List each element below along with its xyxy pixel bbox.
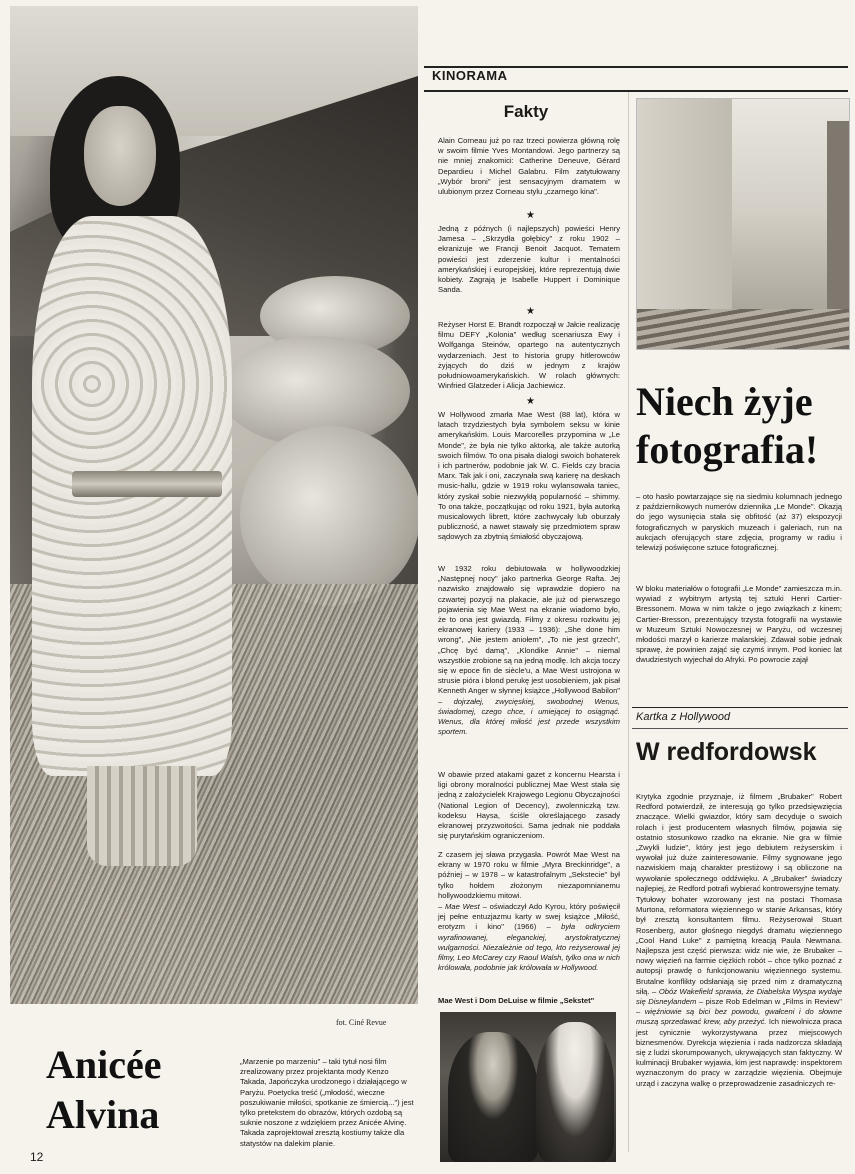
- niech-paragraph: W bloku materiałów o fotografii „Le Monde" zamieszcza m.in. wywiad z wybitnym artystą tej sztuki Henri Cartier-Bressonem. Mowa w nim także o jego związkach z kinem; Cartier-Bresson, prezentujący trzysta fotografii na wystawie w Muzeum Sztuki Nowoczesnej w Paryżu, od wczesnej młodości marzył o karierze malarskiej. Zdawał sobie jednak sprawę, że powinien zająć się czymś innym. Pod koniec lat dwudziestych wyjechał do Afryki. Po powrocie zajął: [636, 584, 842, 665]
- model-sash: [72, 471, 222, 497]
- photo-woman: [536, 1022, 614, 1162]
- redford-title: W redfordowsk: [636, 738, 817, 766]
- kartka-text: – pisze Rob Edelman w „Films in Review" –: [636, 997, 842, 1017]
- mae-west-photo: [440, 1012, 616, 1162]
- facts-text: W 1932 roku debiutowała w hollywoodzkiej „Następnej nocy" jako partnerka George Rafta. Jej nazwisko znajdowało się wprawdzie dopiero na czwartej pozycji na plakacie, ale już od pierwszego pojawienia się Mae West na ekranie wiadomo było, że to ona jest gwiazdą. Filmy z okresu rozkwitu jej ekranowej kariery (1933 – 1936): „She done him wrong", „Nie jestem aniołem", „To nie jest grzech", „Chcę być damą", „Klondike Annie" – niemal wszystkie zrobione są na jedną modłę. Ich akcja toczy się w epoce fin de siècle'u, a Mae West ustrojona w strusie pióra i blond perukę jest uosobieniem, jak pisał Kenneth Anger w słynnej książce „Hollywood Babilon" –: [438, 564, 620, 706]
- star-separator: ★: [526, 396, 535, 407]
- kartka-label: Kartka z Hollywood: [636, 711, 731, 723]
- facts-quote: była odkryciem wyrafinowanej, eleganckiej, arystokratycznej wulgarności. Niezależnie od tego, kto reżyserował jej filmy, Leo McCarey czy Raoul Walsh, tylko ona w nich królowała, podobnie jak królowała w Hollywood.: [438, 922, 620, 973]
- facts-title: Fakty: [503, 102, 549, 121]
- street-photo: [636, 98, 850, 350]
- photo-door: [827, 121, 849, 311]
- anicee-title-line2: Alvina: [46, 1092, 160, 1137]
- star-separator: ★: [526, 210, 535, 221]
- model-legs: [87, 766, 197, 866]
- kartka-quote: więźniowie są bici bez powodu, gwałceni i do słowne muszą sprzedawać krew, aby przeżyć.: [636, 1007, 842, 1027]
- anicee-alvina-photo: [10, 6, 418, 1004]
- facts-paragraph: Z czasem jej sława przygasła. Powrót Mae West na ekrany w 1970 roku w filmie „Myra Breckinridge", a później – w 1978 – w katastrofalnym „Sekstecie" był tylko hołdem złożonym niezapomnianemu hollywoodzkiemu mitowi.: [438, 850, 620, 900]
- niech-paragraph: – oto hasło powtarzające się na siedmiu kolumnach jednego z październikowych numerów dziennika „Le Monde". Okazją do jego wysunięcia stała się obfitość (aż 37) ekspozycji fotograficznych w paryskich muzeach i galeriach, run na aukcjach oferujących stare zdjęcia, programy w radiu i telewizji poświęcone sztuce fotograficznej.: [636, 492, 842, 553]
- anicee-title: [46, 1040, 162, 1140]
- niech-title-line1: Niech żyje: [636, 379, 813, 424]
- kartka-quote: Obóz Wakefield sprawia, że Diabelska Wyspa wydaje się Disneylandem: [636, 986, 842, 1007]
- niech-title-line2: fotografia!: [636, 427, 819, 472]
- kartka-text: Tytułowy bohater wzorowany jest na postaci Thomasa Murtona, reformatora więziennego w stanie Arkansas, który był zresztą konsultantem filmu. Reżyserował Stuart Rosenberg, autor głośnego niegdyś dramatu więziennego „Cool Hand Luke" z pamiętną kreacją Paula Newmana. Najlepsza jest część pierwsza: widz nie wie, że Brubaker – nowy więzień na farmie ciężkich robót – chce tylko poznać z autopsji prawdę o funkcjonowaniu więziennego systemu. Brutalne konflikty odsłaniają się przed nim z dramatyczną siłą. –: [636, 895, 842, 996]
- facts-paragraph: [438, 564, 620, 737]
- facts-paragraph: Alain Corneau już po raz trzeci powierza główną rolę w swoim filmie Yves Montandowi. Jego partnerzy są nie mniej znakomici: Catherine Deneuve, Gérard Depardieu i Michel Galabru. Film zatytułowany „Wybór broni" jest sensacyjnym dramatem w ulubionym przez Corneau stylu „czarnego kina".: [438, 136, 620, 197]
- anicee-title-line1: Anicée: [46, 1042, 162, 1087]
- star-separator: ★: [526, 306, 535, 317]
- facts-paragraph: [438, 902, 620, 973]
- facts-quote: dojrzałej, zwycięskiej, swobodnej Wenus, świadomej, czego chce, i umiejącej to osiągnąć. Wenus, dla której miłość jest przede wszystkim sportem.: [438, 696, 620, 737]
- kartka-paragraph: [636, 895, 842, 1089]
- kartka-text: Ich niewolnicza praca jest cynicznie wykorzystywana przez miejscowych biznesmenów. Dyrekcja więzienia i rada nadzorcza składają się z ludzi skorumpowanych, ukrywających stan faktyczny. W kulminacji Brubaker wyjawia, kim jest naprawdę: inspektorem wyznaczonym do pracy w zarządzie więzienia. Obejmuje urząd i zaczyna walkę o przeprowadzenie zasadniczych re-: [636, 1017, 842, 1088]
- photo-steps: [637, 309, 849, 349]
- photo-caption: Mae West i Dom DeLuise w filmie „Sekstet": [438, 996, 595, 1005]
- photo-credit: fot. Ciné Revue: [336, 1018, 387, 1027]
- column-divider: [628, 92, 629, 1152]
- facts-paragraph: Jedną z późnych (i najlepszych) powieści Henry Jamesa – „Skrzydła gołębicy" z roku 1902 – ekranizuje we Francji Benoit Jacquot. Tematem powieści jest zderzenie kultur i mentalności amerykańskiej i europejskiej, które reprezentują dwie kobiety. Zagrają je Isabelle Huppert i Dominique Sanda.: [438, 224, 620, 295]
- niech-zyje-title: [636, 378, 818, 474]
- facts-quote: – Mae West –: [438, 902, 487, 911]
- section-title: KINORAMA: [432, 68, 508, 83]
- model-figure: [32, 76, 232, 866]
- photo-man: [448, 1032, 538, 1162]
- model-face: [84, 106, 156, 206]
- facts-paragraph: W obawie przed atakami gazet z koncernu Hearsta i ligi obrony moralności publicznej Mae West stała się jedną z założycielek Krajowego Legionu Obyczajności (National Legion of Decency), zwolenniczką tzw. kodeksu Haysa, ściśle określającego zasady ekranowej przyzwoitości. Sama jednak nie poddała się purytańskim ograniczeniom.: [438, 770, 620, 841]
- facts-text: oświadczył Ado Kyrou, który poświęcił jej pełne entuzjazmu karty w swej książce „Miłość, erotyzm i kino" (1966) –: [438, 902, 620, 932]
- page-number: 12: [30, 1150, 44, 1164]
- facts-paragraph: Reżyser Horst E. Brandt rozpoczął w Jałcie realizację filmu DEFY „Kolonia" według scenariusza Ewy i Wolfganga Steinów, opartego na autentycznych wydarzeniach. Jest to historia grupy hitlerowców żyjących do dziś w jednym z krajów południowoamerykańskich. W rolach głównych: Winfried Glatzeder i Alicja Jachiewicz.: [438, 320, 620, 391]
- facts-paragraph: W Hollywood zmarła Mae West (88 lat), która w latach trzydziestych była symbolem seksu w kinie amerykańskim. Louis Marcorelles przypomina w „Le Monde", że była nie tylko aktorką, ale także autorką swoich filmów. To ona pisała dialogi swoich bohaterek i ich partnerów, podobnie jak W. C. Fields czy bracia Marx. Tak jak i oni, zaczynała swą karierę na deskach music-hallu, gdzie w 1919 roku wylansowała taniec, który zyskał sobie niezwykłą popularność – shimmy. To ona także, początkując od roku 1921, była autorką musicalowych librett, które zachwycały lub oburzały publiczność, a nawet stawały się przedmiotem spraw sądowych za zbytnią śmiałość obyczajową.: [438, 410, 620, 542]
- sheep-shape: [240, 426, 418, 606]
- anicee-article-text: „Marzenie po marzeniu" – taki tytuł nosi film zrealizowany przez projektanta mody Kenzo Takada, Japończyka urodzonego i działającego w Paryżu. Poetycka treść („młodość, wieczne poszukiwanie miłości, spotkanie ze śmiercią...") jest tylko pretekstem do obrazów, których ozdobą są suknie noszone z wdziękiem przez Anicée Alvinę. Takada zaprojektował zresztą kostiumy także dla statystów na dalekim planie.: [240, 1057, 414, 1148]
- kartka-paragraph: Krytyka zgodnie przyznaje, iż filmem „Brubaker" Robert Redford potwierdził, że interesują go tylko przedsięwzięcia znaczące. Wielki gwiazdor, który sam decyduje o swoich rolach i jest producentem własnych filmów, pojawia się ostatnio stosunkowo rzadko na ekranie. Nie gra w filmie „Zwykli ludzie", który jest jego debiutem reżyserskim i wywołał już duże zainteresowanie. Filmy sygnowane jego nazwiskiem mają charakter prestiżowy i są obliczone na wywołanie społecznego oddźwięku. A „Brubaker" świadczy najlepiej, że Redford potrafi wybierać kontrowersyjne tematy.: [636, 792, 842, 893]
